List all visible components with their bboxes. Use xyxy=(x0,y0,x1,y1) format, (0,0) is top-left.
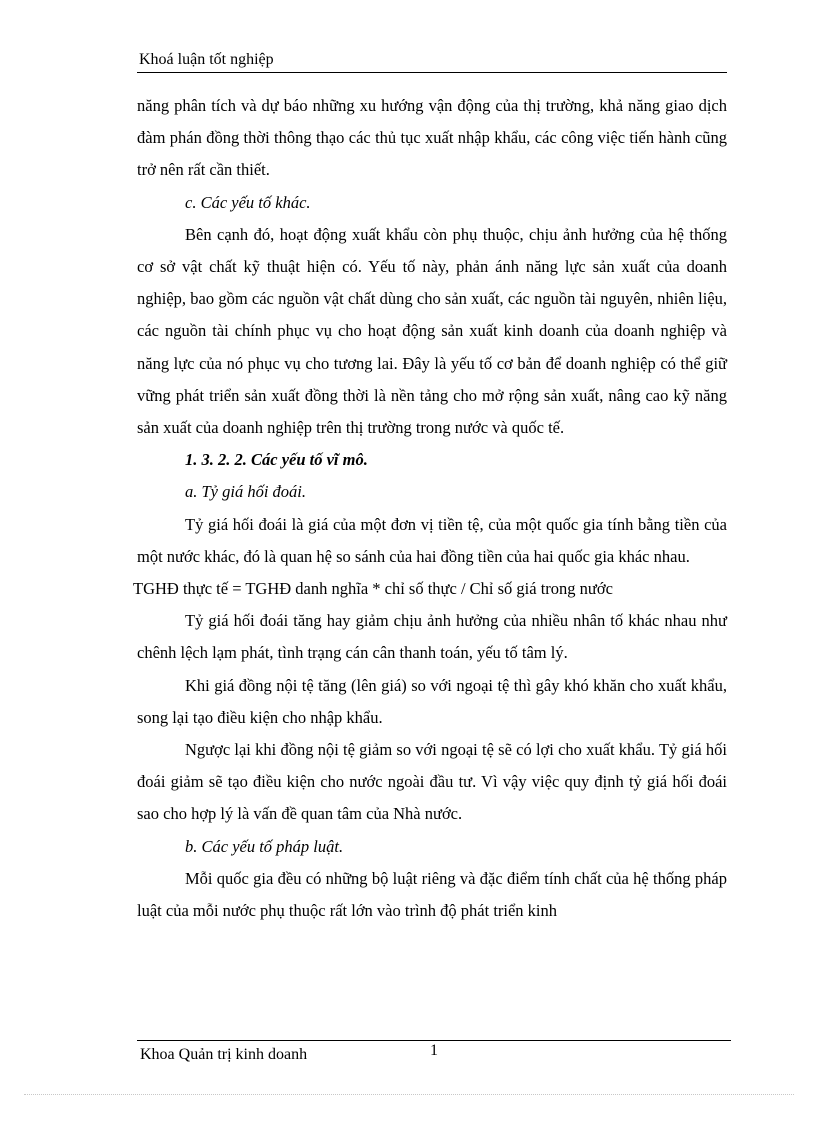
paragraph-6: Ngược lại khi đồng nội tệ giảm so với ngoại tệ sẽ có lợi cho xuất khẩu. Tỷ giá hối đoái giảm sẽ tạo điều kiện cho nước ngoài đầu tư. Vì vậy việc quy định tỷ giá hối đoái sao cho hợp lý là vấn đề quan tâm của Nhà nước. xyxy=(137,740,727,824)
heading-1322: 1. 3. 2. 2. Các yếu tố vĩ mô. xyxy=(185,450,368,470)
heading-b xyxy=(137,831,727,863)
paragraph-4: Tỷ giá hối đoái tăng hay giảm chịu ảnh hưởng của nhiều nhân tố khác nhau như chênh lệch lạm phát, tình trạng cán cân thanh toán, yếu tố tâm lý. xyxy=(137,611,727,663)
heading-c xyxy=(137,187,727,219)
header-title: Khoá luận tốt nghiệp xyxy=(139,51,274,68)
formula: TGHĐ thực tế = TGHĐ danh nghĩa * chỉ số thực / Chỉ số giá trong nước xyxy=(133,579,613,599)
heading-a xyxy=(137,476,727,508)
page-header xyxy=(137,50,727,73)
page-bottom-edge xyxy=(24,1094,794,1095)
paragraph-7: Mỗi quốc gia đều có những bộ luật riêng và đặc điểm tính chất của hệ thống pháp luật của mỗi nước phụ thuộc rất lớn vào trình độ phát triển kinh xyxy=(137,868,727,921)
paragraph-3: Tỷ giá hối đoái là giá của một đơn vị tiền tệ, của một quốc gia tính bằng tiền của một nước khác, đó là quan hệ so sánh của hai đồng tiền của hai quốc gia khác nhau. xyxy=(137,514,727,566)
heading-c-text: c. Các yếu tố khác. xyxy=(185,192,311,212)
footer-department: Khoa Quản trị kinh doanh xyxy=(140,1046,308,1063)
paragraph-1: năng phân tích và dự báo những xu hướng vận động của thị trường, khả năng giao dịch đàm phán đồng thời thông thạo các thủ tục xuất nhập khẩu, các công việc tiến hành cũng trở nên rất cần thiết. xyxy=(137,96,727,180)
heading-a-text: a. Tỷ giá hối đoái. xyxy=(185,482,307,502)
page-number: 1 xyxy=(430,1042,438,1059)
document-body xyxy=(133,90,727,927)
paragraph-2: Bên cạnh đó, hoạt động xuất khẩu còn phụ thuộc, chịu ảnh hưởng của hệ thống cơ sở vật chất kỹ thuật hiện có. Yếu tố này, phản ánh năng lực sản xuất của doanh nghiệp, bao gồm các nguồn vật chất dùng cho sản xuất, các nguồn tài nguyên, nhiên liệu, các nguồn tài chính phục vụ cho hoạt động sản xuất kinh doanh của doanh nghiệp và năng lực của nó phục vụ cho tương lai. Đây là yếu tố cơ bản để doanh nghiệp có thể giữ vững phát triển sản xuất đồng thời là nền tảng cho mở rộng sản xuất, nâng cao kỹ năng sản xuất của doanh nghiệp trên thị trường trong nước và quốc tế. xyxy=(137,224,727,438)
paragraph-5: Khi giá đồng nội tệ tăng (lên giá) so với ngoại tệ thì gây khó khăn cho xuất khẩu, song lại tạo điều kiện cho nhập khẩu. xyxy=(137,675,727,727)
heading-b-text: b. Các yếu tố pháp luật. xyxy=(185,836,344,856)
